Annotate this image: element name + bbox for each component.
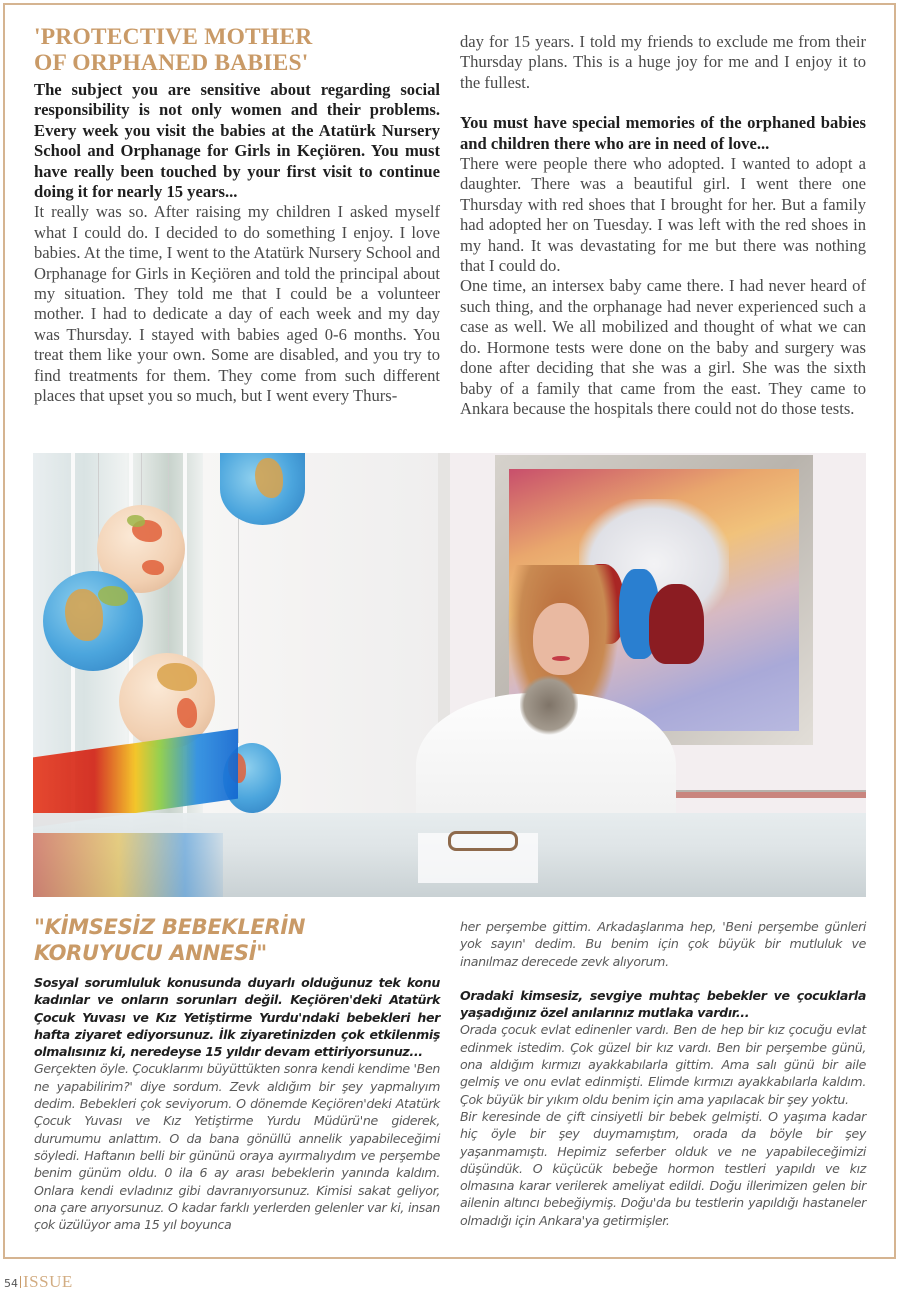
footer-divider [20,1276,21,1288]
english-answer-1-part2: day for 15 years. I told my friends to exclude me from their Thursday plans. This is a huge joy for me and I enjoy it to the fullest. [460,32,866,92]
english-title-line2: OF ORPHANED BABIES' [34,50,309,76]
turkish-answer-2-para1: Orada çocuk evlat edinenler vardı. Ben de hep bir kız çocuğu evlat edinmek istedim. Çok güzel bir kız vardı. Ben bir perşembe günü, ona aldığım kırmızı ayakkabılarla gittim. Ama salı günü bir aile gelmiş ve onu evlat edinmişti. Elimde kırmızı ayakkabılarla kaldım. Çok büyük bir yıkım oldu benim için ama yapılacak bir şey yoktu. [460,1022,866,1107]
english-answer-2-para1: There were people there who adopted. I wanted to adopt a daughter. There was a beautiful girl. I went there one Thursday with red shoes that I brought for her. But a family had adopted her on Tuesday. I was left with the red shoes in my hand. It was devastating for me but there was nothing that I could do. [460,154,866,276]
globe-icon [43,571,143,671]
page-number: 54 [4,1277,18,1290]
english-title [34,24,440,76]
globe-icon [220,453,305,525]
turkish-answer-2-para2: Bir keresinde de çift cinsiyetli bir bebek gelmişti. O yaşıma kadar hiç öyle bir şey duymamıştım, orada da böyle bir şey yaşanmamıştı. Hepimiz seferber olduk ve ne yapabileceğimizi düşündük. O küçücük bebeğe hormon testleri yapıldı ve kız olmasına karar verilerek ameliyat edildi. Doğu illerimizen gelen bir ailenin altıncı bebeğiymiş. Doğu'da bu testlerin yapıldığı hastaneler olmadığı için Ankara'ya getirmişler. [460,1108,866,1228]
turkish-column-left [34,914,440,1233]
turkish-answer-1-part1: Gerçekten öyle. Çocuklarımı büyüttükten sonra kendi kendime 'Ben ne yapabilirim?' diye sordum. Zevk aldığım bir şey yapmalıyım dedim. Bebekleri çok seviyorum. O dönemde Keçiören'deki Atatürk Çocuk Yuvası ve Kız Yetiştirme Yurdu Müdürü'ne giderek, durumumu anlattım. O da bana gönüllü annelik yapabileceğimi söyledi. Haftanın belli bir gününü oraya ayırmalıydım ve perşembe benim günüm oldu. 0 ila 6 ay arası bebeklerin yanında kaldım. Onlara kendi evladınız gibi davranıyorsunuz. Kimisi sakat geliyor, ona çare arıyorsunuz. O kadar farklı yerlerden gelenler var ki, insan çok üzülüyor ama 15 yıl boyunca [34,1061,440,1233]
desk-reflection [33,833,223,897]
english-question-2: You must have special memories of the orphaned babies and children there who are in need of love... [460,113,866,153]
turkish-title-line1: "KİMSESİZ BEBEKLERİN [34,915,306,939]
turkish-question-1: Sosyal sorumluluk konusunda duyarlı olduğunuz tek konu kadınlar ve onların sorunları değil. Keçiören'deki Atatürk Çocuk Yuvası ve Kız Yetiştirme Yurdu'ndaki bebekleri her hafta ziyaret ediyorsunuz. İlk ziyaretinizden çok etkilenmiş olmalısınız ki, neredeyse 15 yıldır devam ettiriyorsunuz... [34,975,440,1060]
woman-face [533,603,589,675]
page-footer [4,1270,73,1290]
english-answer-2-para2: One time, an intersex baby came there. I had never heard of such thing, and the orphanage had never experienced such a case as well. We all mobilized and thought of what we can do. Hormone tests were done on the baby and surgery was done after deciding that she was a girl. She was the sixth baby of a family that came from the east. They came to Ankara because the hospitals there could not do those tests. [460,276,866,418]
magazine-brand: ISSUE [23,1272,73,1291]
turkish-answer-1-part2: her perşembe gittim. Arkadaşlarıma hep, 'Beni perşembe günleri yok sayın' dedim. Bu benim için çok büyük bir mutluluk ve inanılmaz derecede zevk alıyorum. [460,919,866,969]
english-title-line1: 'PROTECTIVE MOTHER [34,24,313,50]
english-question-1: The subject you are sensitive about regarding social responsibility is not only women and their problems. Every week you visit the babies at the Atatürk Nursery School and Orphanage for Girls in Keçiören. You must have really been touched by your first visit to continue doing it for nearly 15 years... [34,80,440,202]
turkish-title-line2: KORUYUCU ANNESİ" [34,941,267,965]
english-column-right [460,32,866,419]
turkish-title [34,914,440,966]
portrait-photo [33,453,866,897]
english-answer-1-part1: It really was so. After raising my children I asked myself what I could do. I decided to do something I enjoy. I love babies. At the time, I went to the Atatürk Nursery School and Orphanage for Girls in Keçiören and told the principal about my situation. They told me that I could be a volunteer mother. I had to dedicate a day of each week and my day was Thursday. I stayed with babies aged 0-6 months. You treat them like your own. Some are disabled, and you try to find treatments for them. They come from such different places that upset you so much, but I went every Thurs- [34,202,441,406]
woman-lips [552,656,570,661]
turkish-question-2: Oradaki kimsesiz, sevgiye muhtaç bebekler ve çocuklarla yaşadığınız özel anılarınız mutlaka vardır... [460,987,866,1021]
turkish-column-right [460,918,866,1229]
eyeglasses-icon [448,831,518,851]
necklace [520,675,578,735]
english-column-left [34,24,440,407]
